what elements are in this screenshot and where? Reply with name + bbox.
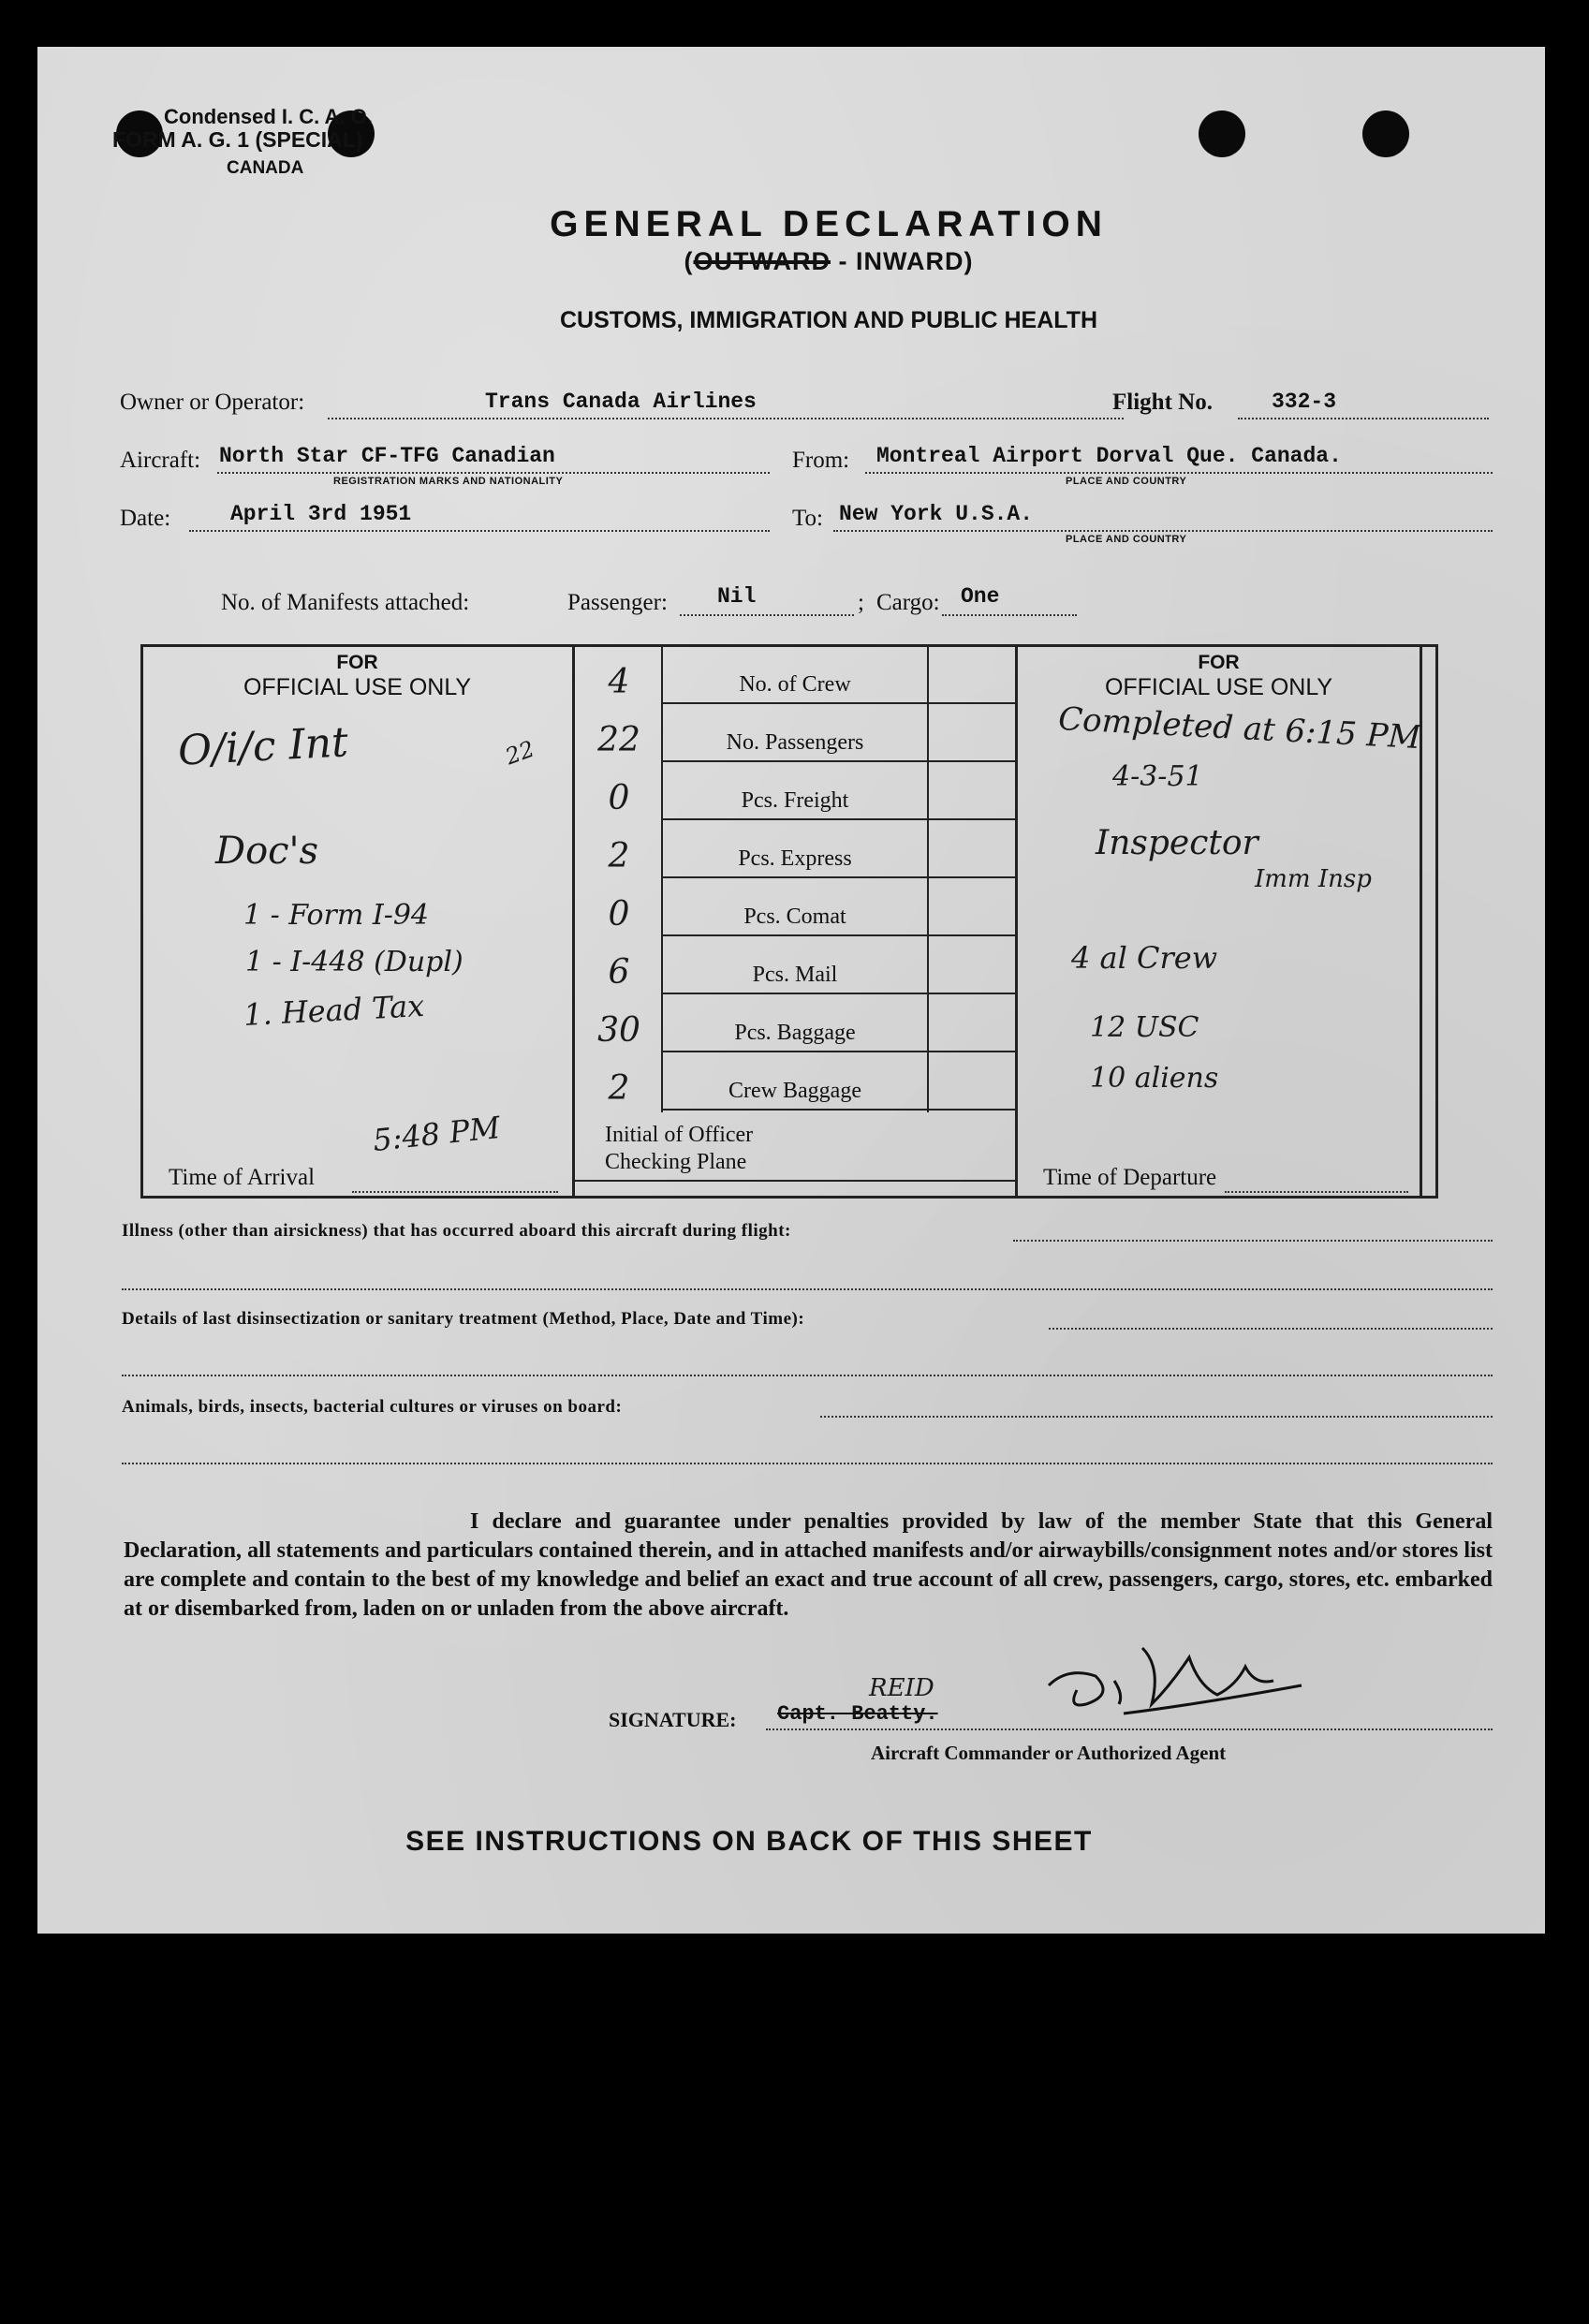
passenger-label: Passenger: — [567, 590, 668, 615]
passenger-value: Nil — [717, 584, 757, 609]
illness-label: Illness (other than airsickness) that has occurred aboard this aircraft during flight: — [122, 1221, 791, 1241]
form-line-3: CANADA — [227, 158, 304, 178]
instructions-footer: SEE INSTRUCTIONS ON BACK OF THIS SHEET — [405, 1826, 1093, 1857]
right-note: Imm Insp — [1255, 865, 1372, 893]
right-note: 10 aliens — [1090, 1062, 1219, 1095]
to-label: To: — [792, 506, 823, 531]
row-label: Pcs. Freight — [741, 788, 849, 813]
row-label: Pcs. Baggage — [734, 1021, 856, 1045]
right-note: 4-3-51 — [1112, 760, 1203, 793]
aircraft-label: Aircraft: — [120, 448, 201, 473]
animals-label: Animals, birds, insects, bacterial cultures or viruses on board: — [122, 1397, 623, 1417]
page-title: GENERAL DECLARATION — [550, 204, 1108, 244]
row-count: 30 — [597, 1011, 640, 1050]
manifests-label: No. of Manifests attached: — [221, 590, 470, 615]
departure-label: Time of Departure — [1043, 1165, 1217, 1190]
right-official-heading: FOR OFFICIAL USE ONLY — [1104, 652, 1333, 700]
signature-value: Capt. Beatty. — [777, 1702, 938, 1726]
row-count: 2 — [608, 837, 630, 875]
declaration-sheet: Condensed I. C. A. O. FORM A. G. 1 (SPECIAL) CANADA GENERAL DECLARATION (OUTWARD - INWARD) CUSTOMS, IMMIGRATION AND PUBLIC HEALTH Owner or Operator: Trans Canada Airlines Flight No. 332-3 Aircraft: North Star CF-TFG Canadian REGISTRATION MARKS AND NATIONALITY From: Montreal Airport Dorval Que. Canada. PLACE AND COUNTRY Date: April 3rd 1951 To: New York U.S.A. PLACE AND COUNTRY No. of Manifests attached: Passenger: Nil ; Cargo: One FOR OFFICIAL USE ONLY FOR OFFICIAL USE ONLY 4 No. of Crew 22 No. Passengers 0 Pcs. Freight 2 Pcs. Express 0 Pcs. Comat 6 Pcs. Mail 30 Pcs. Baggage 2 Crew Baggage Initial of Officer Checking Plane Time of Arrival 5:48 PM Time of Departure O/i/c Int 22 Doc's 1 - Form I-94 1 - I-448 (Dupl) 1. Head Tax Completed at 6:15 PM 4-3-51 Inspector Imm Insp 4 al Crew 12 USC 10 aliens Illness (other than airsickness) that has occurred aboard this aircraft during flight: Details of last disinsectization or sanitary treatment (Method, Place, Date and Time): Animals, birds, insects, bacterial cultures or viruses on board: I declare and guarantee under penalties provided by law of the member State that this General Declaration, all statements and particulars contained therein, and in attached manifests and/or airwaybills/consignment notes and/or stores list are complete and contain to the best of my knowledge and belief an exact and true account of all crew, passengers, cargo, stores, etc. embarked at or disembarked from, laden on or unladen from the above aircraft. SIGNATURE: Capt. Beatty. REID Aircraft Commander or Authorized Agent SEE INSTRUCTIONS ON BACK OF THIS SHEET — [37, 47, 1545, 1934]
initial-of-officer-label: Initial of Officer Checking Plane — [605, 1123, 754, 1174]
aircraft-value: North Star CF-TFG Canadian — [219, 444, 555, 468]
form-line-1: Condensed I. C. A. O. — [164, 105, 373, 128]
disinsect-label: Details of last disinsectization or sanitary treatment (Method, Place, Date and Time): — [122, 1309, 805, 1329]
row-count: 22 — [597, 721, 640, 759]
from-label: From: — [792, 448, 850, 473]
aircraft-caption: REGISTRATION MARKS AND NATIONALITY — [333, 476, 564, 487]
left-official-heading: FOR OFFICIAL USE ONLY — [243, 652, 472, 700]
right-note: Completed at 6:15 PM — [1057, 699, 1422, 758]
form-id-block — [112, 105, 449, 179]
signature-handwritten-name: REID — [869, 1674, 934, 1702]
department-heading: CUSTOMS, IMMIGRATION AND PUBLIC HEALTH — [559, 307, 1098, 333]
left-stamp: 22 — [502, 735, 538, 771]
form-line-2: FORM A. G. 1 (SPECIAL) — [112, 127, 363, 152]
punch-hole-4 — [1362, 110, 1409, 157]
row-label: Pcs. Express — [738, 846, 852, 871]
row-label: No. of Crew — [739, 672, 851, 697]
owner-label: Owner or Operator: — [120, 390, 305, 415]
subtitle-struck: OUTWARD — [693, 247, 831, 275]
row-label: Crew Baggage — [728, 1079, 861, 1103]
arrival-label: Time of Arrival — [169, 1165, 316, 1190]
left-note: 1. Head Tax — [243, 987, 426, 1034]
flight-label: Flight No. — [1112, 390, 1213, 415]
to-caption: PLACE AND COUNTRY — [1066, 534, 1187, 545]
cargo-value: One — [961, 584, 1000, 609]
punch-hole-3 — [1199, 110, 1245, 157]
signature-label: SIGNATURE: — [609, 1708, 737, 1731]
row-label: Pcs. Comat — [743, 905, 846, 929]
arrival-value: 5:48 PM — [371, 1109, 502, 1159]
right-note: 4 al Crew — [1071, 940, 1218, 976]
row-count: 2 — [608, 1069, 630, 1108]
page-subtitle: (OUTWARD - INWARD) — [684, 247, 974, 275]
declaration-statement: I declare and guarantee under penalties provided by law of the member State that this General Declaration, all statements and particulars contained therein, and in attached manifests and/or airwaybills/consignment notes and/or stores list are complete and contain to the best of my knowledge and belief an exact and true account of all crew, passengers, cargo, stores, etc. embarked at or disembarked from, laden on or unladen from the above aircraft. — [124, 1509, 1493, 1621]
right-note: 12 USC — [1090, 1011, 1199, 1044]
left-note: Doc's — [215, 830, 319, 873]
left-note: 1 - I-448 (Dupl) — [245, 946, 463, 978]
row-count: 0 — [608, 779, 630, 817]
row-count: 4 — [608, 663, 630, 701]
owner-value: Trans Canada Airlines — [485, 390, 757, 414]
row-count: 6 — [608, 953, 630, 992]
flight-value: 332-3 — [1272, 390, 1337, 414]
to-value: New York U.S.A. — [839, 502, 1034, 526]
cargo-label: Cargo: — [876, 590, 940, 615]
row-label: Pcs. Mail — [752, 963, 838, 987]
left-note: O/i/c Int — [176, 718, 350, 775]
date-value: April 3rd 1951 — [230, 502, 412, 526]
date-label: Date: — [120, 506, 171, 531]
signature-caption: Aircraft Commander or Authorized Agent — [871, 1742, 1227, 1764]
left-note: 1 - Form I-94 — [243, 899, 430, 932]
handwritten-signature — [1030, 1629, 1311, 1732]
from-caption: PLACE AND COUNTRY — [1066, 476, 1187, 487]
from-value: Montreal Airport Dorval Que. Canada. — [876, 444, 1342, 468]
row-count: 0 — [608, 895, 630, 934]
right-note: Inspector — [1096, 824, 1258, 862]
subtitle-rest: - INWARD) — [838, 247, 974, 275]
row-label: No. Passengers — [726, 730, 864, 755]
